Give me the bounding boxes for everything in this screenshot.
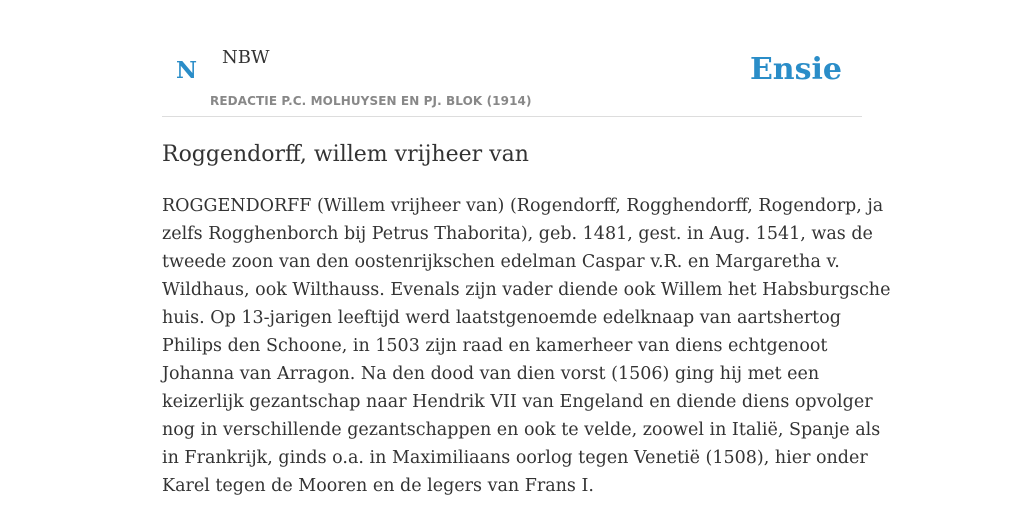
article-line: Johanna van Arragon. Na den dood van dien vorst (1506) ging hij met een xyxy=(162,364,820,384)
article-line: ROGGENDORFF (Willem vrijheer van) (Rogendorff, Rogghendorff, Rogendorp, ja xyxy=(162,196,884,216)
article-line: Wildhaus, ook Wilthauss. Evenals zijn vader diende ook Willem het Habsburgsche xyxy=(162,280,891,300)
source-header xyxy=(162,0,862,117)
source-name[interactable]: NBW xyxy=(222,47,270,68)
source-editors: REDACTIE P.C. MOLHUYSEN EN PJ. BLOK (1914) xyxy=(210,94,532,108)
article-line: tweede zoon van den oostenrijkschen edelman Caspar v.R. en Margaretha v. xyxy=(162,252,840,272)
ensie-logo-link[interactable]: Ensie xyxy=(749,52,842,87)
article-body xyxy=(162,192,891,500)
article-title: Roggendorff, willem vrijheer van xyxy=(162,142,529,167)
article-line: Philips den Schoone, in 1503 zijn raad en kamerheer van diens echtgenoot xyxy=(162,336,828,356)
source-logo[interactable]: N xyxy=(176,57,198,84)
article-line: huis. Op 13-jarigen leeftijd werd laatstgenoemde edelknaap van aartshertog xyxy=(162,308,841,328)
article-line: Karel tegen de Mooren en de legers van Frans I. xyxy=(162,476,594,496)
article-line: in Frankrijk, ginds o.a. in Maximiliaans oorlog tegen Venetië (1508), hier onder xyxy=(162,448,868,468)
article-line: zelfs Rogghenborch bij Petrus Thaborita), geb. 1481, gest. in Aug. 1541, was de xyxy=(162,224,873,244)
article-line: keizerlijk gezantschap naar Hendrik VII van Engeland en diende diens opvolger xyxy=(162,392,873,412)
article-line: nog in verschillende gezantschappen en ook te velde, zoowel in Italië, Spanje als xyxy=(162,420,881,440)
